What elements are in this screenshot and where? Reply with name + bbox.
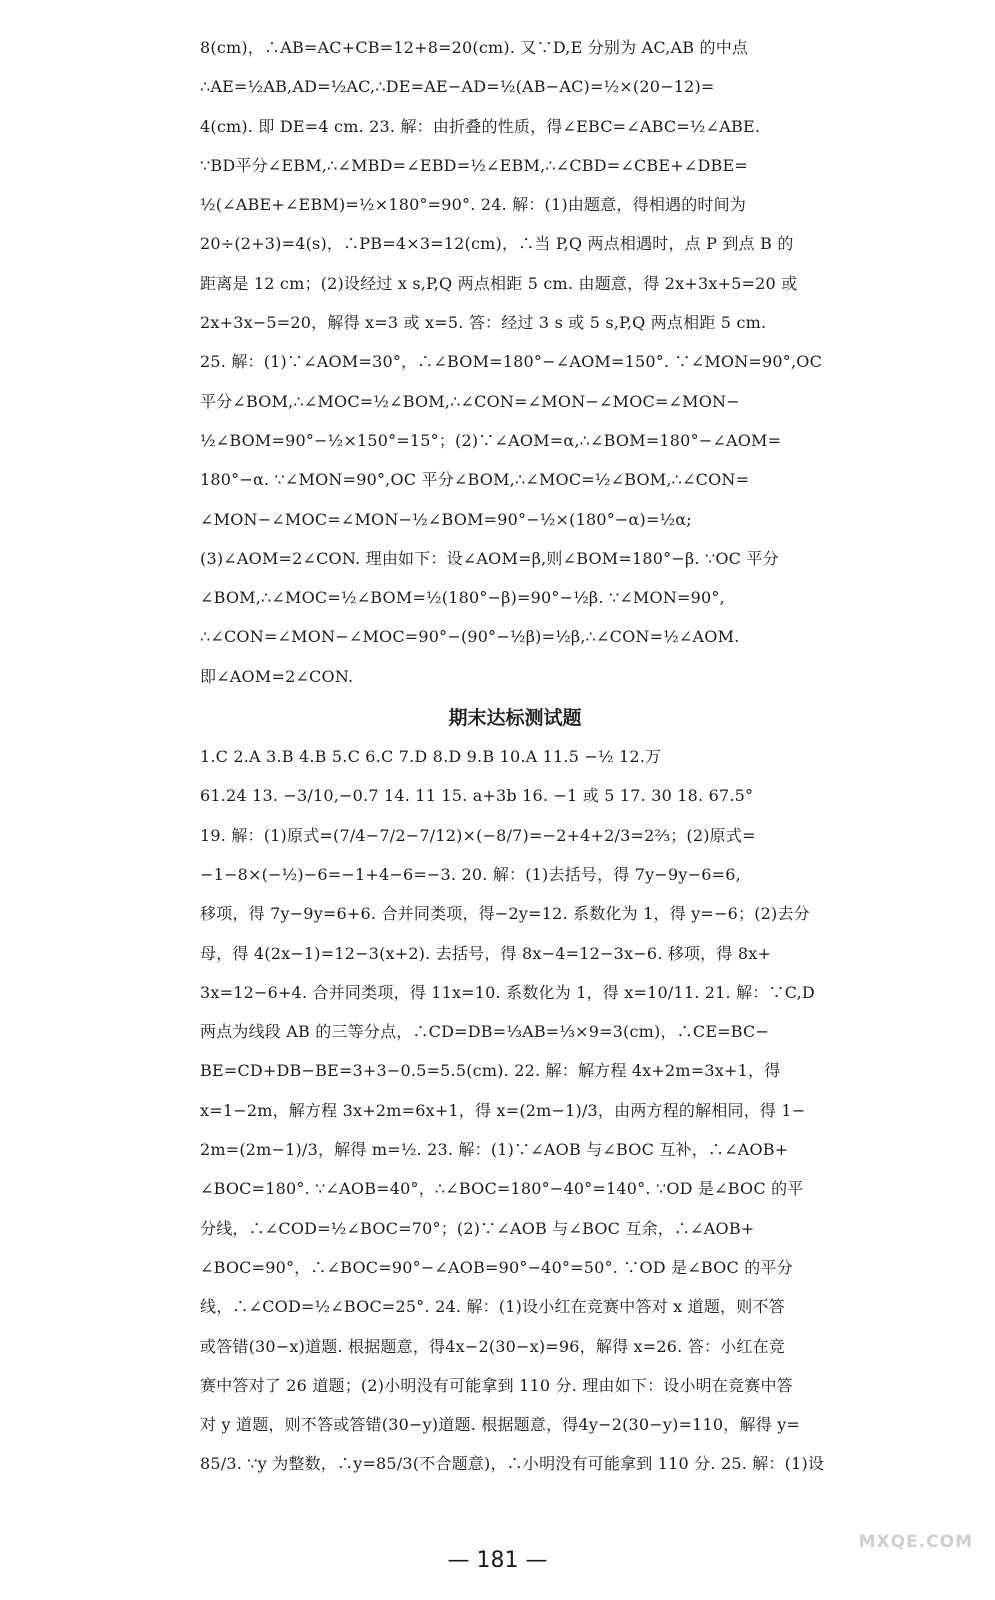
text-line: BE=CD+DB−BE=3+3−0.5=5.5(cm). 22. 解：解方程 4x+2m=3x+1，得 — [200, 1061, 781, 1081]
text-line: ∠BOC=90°，∴∠BOC=90°−∠AOB=90°−40°=50°. ∵OD 是∠BOC 的平分 — [200, 1257, 793, 1277]
answer-block-part1 — [200, 38, 830, 687]
text-line: ∴AE=½AB,AD=½AC,∴DE=AE−AD=½(AB−AC)=½×(20−12)= — [200, 77, 715, 97]
text-line: 25. 解：(1)∵∠AOM=30°，∴∠BOM=180°−∠AOM=150°. ∵∠MON=90°,OC — [200, 352, 823, 372]
text-line: 母，得 4(2x−1)=12−3(x+2). 去括号，得 8x−4=12−3x−6. 移项，得 8x+ — [200, 943, 772, 963]
text-line: −1−8×(−½)−6=−1+4−6=−3. 20. 解：(1)去括号，得 7y−9y−6=6, — [200, 864, 741, 884]
text-line: 两点为线段 AB 的三等分点，∴CD=DB=⅓AB=⅓×9=3(cm)，∴CE=BC− — [200, 1022, 770, 1042]
text-line: 20÷(2+3)=4(s)，∴PB=4×3=12(cm)，∴当 P,Q 两点相遇时，点 P 到点 B 的 — [200, 234, 794, 254]
answer-page — [200, 38, 830, 1494]
section-heading: 期末达标测试题 — [448, 707, 582, 730]
text-line: ∴∠CON=∠MON−∠MOC=90°−(90°−½β)=½β,∴∠CON=½∠AOM. — [200, 627, 740, 647]
text-line: ∵BD平分∠EBM,∴∠MBD=∠EBD=½∠EBM,∴∠CBD=∠CBE+∠DBE= — [200, 155, 748, 175]
text-line: 85/3. ∵y 为整数，∴y=85/3(不合题意)，∴小明没有可能拿到 110 分. 25. 解：(1)设 — [200, 1454, 825, 1474]
text-line: ∠BOM,∴∠MOC=½∠BOM=½(180°−β)=90°−½β. ∵∠MON=90°, — [200, 588, 725, 608]
text-line: 8(cm)，∴AB=AC+CB=12+8=20(cm). 又∵D,E 分别为 AC,AB 的中点 — [200, 38, 749, 57]
text-line: 或答错(30−x)道题. 根据题意，得4x−2(30−x)=96，解得 x=26. 答：小红在竞 — [200, 1336, 785, 1356]
text-line: 19. 解：(1)原式=(7/4−7/2−7/12)×(−8/7)=−2+4+2/3=2⅔；(2)原式= — [200, 825, 756, 845]
text-line: 线，∴∠COD=½∠BOC=25°. 24. 解：(1)设小红在竞赛中答对 x 道题，则不答 — [200, 1297, 785, 1317]
text-line: (3)∠AOM=2∠CON. 理由如下：设∠AOM=β,则∠BOM=180°−β. ∵OC 平分 — [200, 548, 779, 568]
text-line: 移项，得 7y−9y=6+6. 合并同类项，得−2y=12. 系数化为 1，得 y=−6；(2)去分 — [200, 904, 810, 924]
text-line: ∠BOC=180°. ∵∠AOB=40°，∴∠BOC=180°−40°=140°. ∵OD 是∠BOC 的平 — [200, 1179, 804, 1199]
text-line: ½(∠ABE+∠EBM)=½×180°=90°. 24. 解：(1)由题意，得相遇的时间为 — [200, 195, 747, 215]
page-number: — 181 — — [447, 1548, 548, 1573]
watermark-logo: MXQE.COM — [858, 1532, 973, 1552]
text-line: 3x=12−6+4. 合并同类项，得 11x=10. 系数化为 1，得 x=10/11. 21. 解：∵C,D — [200, 982, 815, 1002]
text-line: ½∠BOM=90°−½×150°=15°；(2)∵∠AOM=α,∴∠BOM=180°−∠AOM= — [200, 430, 782, 450]
text-line: x=1−2m，解方程 3x+2m=6x+1，得 x=(2m−1)/3，由两方程的解相同，得 1− — [200, 1100, 806, 1120]
text-line: 即∠AOM=2∠CON. — [200, 666, 354, 686]
text-line: 分线，∴∠COD=½∠BOC=70°；(2)∵∠AOB 与∠BOC 互余，∴∠AOB+ — [200, 1218, 755, 1238]
text-line: 2x+3x−5=20，解得 x=3 或 x=5. 答：经过 3 s 或 5 s,P,Q 两点相距 5 cm. — [200, 313, 767, 333]
text-line: 2m=(2m−1)/3，解得 m=½. 23. 解：(1)∵∠AOB 与∠BOC 互补，∴∠AOB+ — [200, 1140, 789, 1160]
text-line: 180°−α. ∵∠MON=90°,OC 平分∠BOM,∴∠MOC=½∠BOM,∴∠CON= — [200, 470, 750, 490]
text-line: ∠MON−∠MOC=∠MON−½∠BOM=90°−½×(180°−α)=½α; — [200, 509, 692, 529]
text-line: 赛中答对了 26 道题；(2)小明没有可能拿到 110 分. 理由如下：设小明在竞赛中答 — [200, 1375, 793, 1395]
text-line: 距离是 12 cm；(2)设经过 x s,P,Q 两点相距 5 cm. 由题意，得 2x+3x+5=20 或 — [200, 273, 798, 293]
text-line: 1.C 2.A 3.B 4.B 5.C 6.C 7.D 8.D 9.B 10.A 11.5 −½ 12.万 — [200, 747, 662, 767]
text-line: 平分∠BOM,∴∠MOC=½∠BOM,∴∠CON=∠MON−∠MOC=∠MON− — [200, 391, 740, 411]
text-line: 61.24 13. −3/10,−0.7 14. 11 15. a+3b 16. −1 或 5 17. 30 18. 67.5° — [200, 786, 754, 806]
answer-block-part2 — [200, 747, 830, 1474]
text-line: 对 y 道题，则不答或答错(30−y)道题. 根据题意，得4y−2(30−y)=110，解得 y= — [200, 1415, 801, 1435]
text-line: 4(cm). 即 DE=4 cm. 23. 解：由折叠的性质，得∠EBC=∠ABC=½∠ABE. — [200, 116, 761, 136]
